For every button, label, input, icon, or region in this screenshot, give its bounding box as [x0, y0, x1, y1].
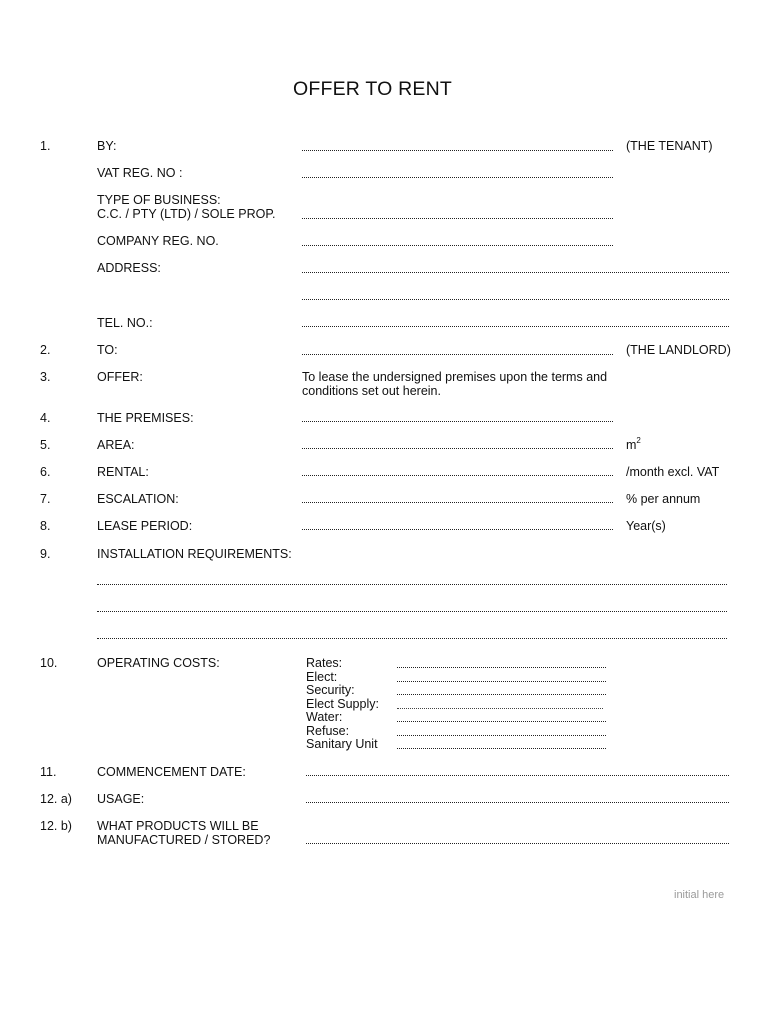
operating-costs-label: OPERATING COSTS:	[97, 656, 220, 670]
section-number-12b: 12. b)	[40, 819, 72, 833]
escalation-field[interactable]	[302, 502, 613, 503]
page-title: OFFER TO RENT	[293, 78, 452, 100]
premises-label: THE PREMISES:	[97, 411, 194, 425]
products-label-line-1: WHAT PRODUCTS WILL BE	[97, 819, 259, 833]
installation-field-line-1[interactable]	[97, 584, 727, 585]
to-label: TO:	[97, 343, 118, 357]
cost-label-elect-supply: Elect Supply:	[306, 697, 379, 711]
products-field[interactable]	[306, 843, 729, 844]
cost-field-security[interactable]	[397, 694, 606, 695]
tel-field[interactable]	[302, 326, 729, 327]
cost-field-sanitary-unit[interactable]	[397, 748, 606, 749]
section-number-8: 8.	[40, 519, 51, 533]
business-type-field[interactable]	[302, 218, 613, 219]
section-number-7: 7.	[40, 492, 51, 506]
lease-period-unit: Year(s)	[626, 519, 666, 533]
escalation-unit: % per annum	[626, 492, 701, 506]
usage-label: USAGE:	[97, 792, 145, 806]
usage-field[interactable]	[306, 802, 729, 803]
cost-field-refuse[interactable]	[397, 735, 606, 736]
area-unit	[626, 435, 641, 452]
commencement-field[interactable]	[306, 775, 729, 776]
area-unit-superscript: 2	[636, 435, 641, 445]
section-number-10: 10.	[40, 656, 58, 670]
section-number-1: 1.	[40, 139, 51, 153]
offer-label: OFFER:	[97, 370, 143, 384]
installation-field-line-2[interactable]	[97, 611, 727, 612]
landlord-suffix: (THE LANDLORD)	[626, 343, 731, 357]
cost-label-sanitary-unit: Sanitary Unit	[306, 737, 378, 751]
tenant-suffix: (THE TENANT)	[626, 139, 713, 153]
premises-field[interactable]	[302, 421, 613, 422]
business-type-label: TYPE OF BUSINESS:	[97, 193, 221, 207]
lease-period-field[interactable]	[302, 529, 613, 530]
company-reg-field[interactable]	[302, 245, 613, 246]
by-label: BY:	[97, 139, 117, 153]
address-label: ADDRESS:	[97, 261, 161, 275]
rental-label: RENTAL:	[97, 465, 149, 479]
section-number-11: 11.	[40, 765, 57, 779]
rental-field[interactable]	[302, 475, 613, 476]
cost-field-water[interactable]	[397, 721, 606, 722]
section-number-4: 4.	[40, 411, 51, 425]
tel-label: TEL. NO.:	[97, 316, 153, 330]
cost-field-rates[interactable]	[397, 667, 606, 668]
cost-label-refuse: Refuse:	[306, 724, 350, 738]
company-reg-label: COMPANY REG. NO.	[97, 234, 219, 248]
escalation-label: ESCALATION:	[97, 492, 179, 506]
section-number-12a: 12. a)	[40, 792, 72, 806]
cost-label-rates: Rates:	[306, 656, 343, 670]
tenant-name-field[interactable]	[302, 150, 613, 151]
section-number-3: 3.	[40, 370, 51, 384]
installation-field-line-3[interactable]	[97, 638, 727, 639]
cost-field-elect[interactable]	[397, 681, 606, 682]
cost-field-elect-supply[interactable]	[397, 708, 603, 709]
products-label-line-2: MANUFACTURED / STORED?	[97, 833, 271, 847]
section-number-6: 6.	[40, 465, 51, 479]
section-number-9: 9.	[40, 547, 51, 561]
business-type-options: C.C. / PTY (LTD) / SOLE PROP.	[97, 207, 276, 221]
section-number-2: 2.	[40, 343, 51, 357]
initial-here-hint: initial here	[674, 889, 725, 901]
offer-text-line-1: To lease the undersigned premises upon the terms and	[302, 370, 608, 384]
cost-label-water: Water:	[306, 710, 343, 724]
area-unit-base: m	[626, 438, 637, 452]
landlord-name-field[interactable]	[302, 354, 613, 355]
area-label: AREA:	[97, 438, 135, 452]
commencement-label: COMMENCEMENT DATE:	[97, 765, 246, 779]
cost-label-security: Security:	[306, 683, 355, 697]
installation-label: INSTALLATION REQUIREMENTS:	[97, 547, 292, 561]
vat-reg-field[interactable]	[302, 177, 613, 178]
rental-unit: /month excl. VAT	[626, 465, 720, 479]
lease-period-label: LEASE PERIOD:	[97, 519, 193, 533]
address-field-line-2[interactable]	[302, 299, 729, 300]
vat-reg-label: VAT REG. NO :	[97, 166, 183, 180]
offer-text-line-2: conditions set out herein.	[302, 384, 441, 398]
area-field[interactable]	[302, 448, 613, 449]
address-field-line-1[interactable]	[302, 272, 729, 273]
section-number-5: 5.	[40, 438, 51, 452]
cost-label-elect: Elect:	[306, 670, 338, 684]
